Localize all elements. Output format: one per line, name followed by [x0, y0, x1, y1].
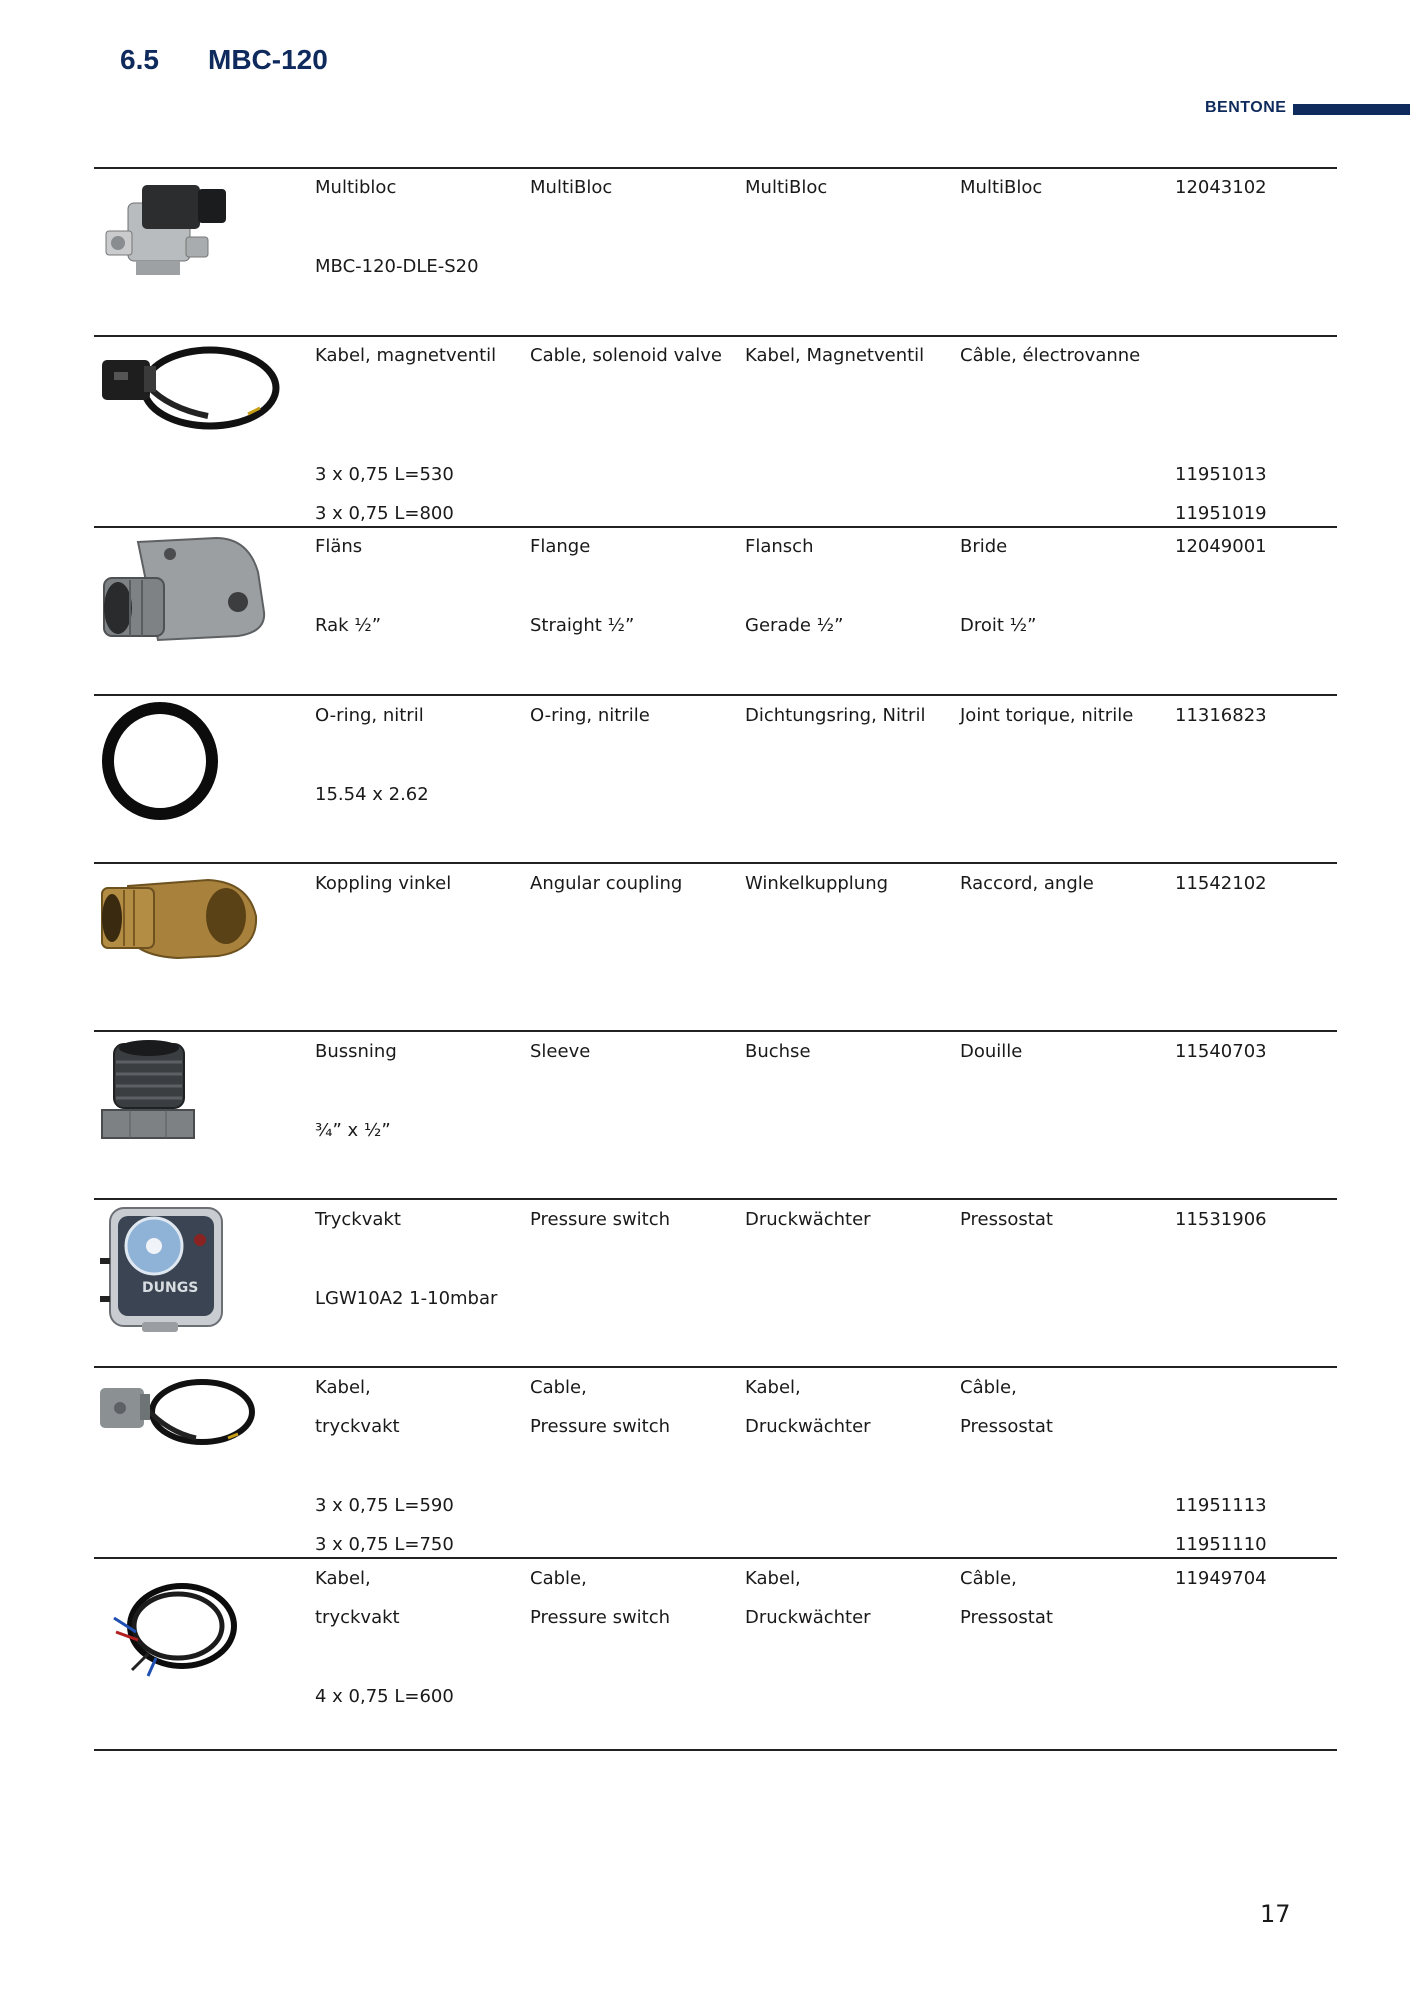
row6-size: ¾” x ½” — [315, 1120, 391, 1141]
row2-variant1-spec: 3 x 0,75 L=530 — [315, 464, 454, 485]
angular-coupling-icon — [98, 866, 262, 966]
row1-french: MultiBloc — [960, 177, 1043, 198]
row4-swedish: O-ring, nitril — [315, 705, 424, 726]
row9-article-number: 11949704 — [1175, 1568, 1267, 1589]
row3-swedish-size: Rak ½” — [315, 615, 382, 636]
row3-german-size: Gerade ½” — [745, 615, 844, 636]
row8-german-line1: Kabel, — [745, 1377, 801, 1398]
page-number: 17 — [1260, 1900, 1291, 1928]
row3-swedish: Fläns — [315, 536, 363, 557]
section-title: MBC-120 — [208, 44, 328, 75]
row-divider — [94, 167, 1337, 169]
row6-german: Buchse — [745, 1041, 811, 1062]
row1-swedish: Multibloc — [315, 177, 397, 198]
row-divider — [94, 694, 1337, 696]
row6-english: Sleeve — [530, 1041, 591, 1062]
row-divider — [94, 1366, 1337, 1368]
row9-swedish-line1: Kabel, — [315, 1568, 371, 1589]
row3-french: Bride — [960, 536, 1008, 557]
row3-english: Flange — [530, 536, 591, 557]
row-divider — [94, 1198, 1337, 1200]
row1-english: MultiBloc — [530, 177, 613, 198]
cable-coil-icon — [108, 1570, 240, 1686]
row8-french-line2: Pressostat — [960, 1416, 1053, 1437]
row-divider — [94, 862, 1337, 864]
section-number: 6.5 — [120, 44, 159, 75]
row-divider — [94, 335, 1337, 337]
row2-swedish: Kabel, magnetventil — [315, 345, 497, 366]
row2-variant2-spec: 3 x 0,75 L=800 — [315, 503, 454, 524]
row9-variant-spec: 4 x 0,75 L=600 — [315, 1686, 454, 1707]
row-divider — [94, 1557, 1337, 1559]
row4-german: Dichtungsring, Nitril — [745, 705, 926, 726]
row6-swedish: Bussning — [315, 1041, 397, 1062]
row2-french: Câble, électrovanne — [960, 345, 1141, 366]
row8-english-line2: Pressure switch — [530, 1416, 671, 1437]
device-brand-label: DUNGS — [142, 1280, 199, 1296]
row8-swedish-line1: Kabel, — [315, 1377, 371, 1398]
row-divider — [94, 526, 1337, 528]
row5-english: Angular coupling — [530, 873, 683, 894]
row7-swedish: Tryckvakt — [315, 1209, 401, 1230]
solenoid-cable-icon — [98, 338, 284, 438]
row3-english-size: Straight ½” — [530, 615, 635, 636]
pressure-switch-icon — [98, 1204, 230, 1336]
row4-french: Joint torique, nitrile — [960, 705, 1134, 726]
row2-german: Kabel, Magnetventil — [745, 345, 925, 366]
row7-model: LGW10A2 1-10mbar — [315, 1288, 498, 1309]
row7-article-number: 11531906 — [1175, 1209, 1267, 1230]
row7-german: Druckwächter — [745, 1209, 871, 1230]
row9-swedish-line2: tryckvakt — [315, 1607, 400, 1628]
row5-article-number: 11542102 — [1175, 873, 1267, 894]
row9-german-line2: Druckwächter — [745, 1607, 871, 1628]
row3-article-number: 12049001 — [1175, 536, 1267, 557]
row6-french: Douille — [960, 1041, 1023, 1062]
flange-icon — [98, 532, 268, 650]
row8-variant1-spec: 3 x 0,75 L=590 — [315, 1495, 454, 1516]
row9-german-line1: Kabel, — [745, 1568, 801, 1589]
row1-article-number: 12043102 — [1175, 177, 1267, 198]
row8-english-line1: Cable, — [530, 1377, 587, 1398]
row2-variant2-article: 11951019 — [1175, 503, 1267, 524]
row1-model: MBC-120-DLE-S20 — [315, 256, 479, 277]
brand-bar — [1293, 104, 1410, 115]
row3-german: Flansch — [745, 536, 814, 557]
row5-german: Winkelkupplung — [745, 873, 889, 894]
row8-swedish-line2: tryckvakt — [315, 1416, 400, 1437]
row4-english: O-ring, nitrile — [530, 705, 650, 726]
row-divider — [94, 1030, 1337, 1032]
row6-article-number: 11540703 — [1175, 1041, 1267, 1062]
row8-variant2-article: 11951110 — [1175, 1534, 1267, 1555]
row8-variant2-spec: 3 x 0,75 L=750 — [315, 1534, 454, 1555]
row8-german-line2: Druckwächter — [745, 1416, 871, 1437]
row-divider — [94, 1749, 1337, 1751]
row9-english-line2: Pressure switch — [530, 1607, 671, 1628]
o-ring-icon — [100, 700, 220, 822]
row8-variant1-article: 11951113 — [1175, 1495, 1267, 1516]
row5-french: Raccord, angle — [960, 873, 1094, 894]
multibloc-valve-icon — [100, 175, 230, 285]
row7-english: Pressure switch — [530, 1209, 671, 1230]
row9-french-line1: Câble, — [960, 1568, 1017, 1589]
sleeve-icon — [100, 1038, 196, 1146]
row2-english: Cable, solenoid valve — [530, 345, 722, 366]
row4-dimensions: 15.54 x 2.62 — [315, 784, 429, 805]
pressure-switch-cable-icon — [98, 1372, 258, 1452]
row9-english-line1: Cable, — [530, 1568, 587, 1589]
row4-article-number: 11316823 — [1175, 705, 1267, 726]
row9-french-line2: Pressostat — [960, 1607, 1053, 1628]
brand-name: BENTONE — [1205, 99, 1287, 116]
row2-variant1-article: 11951013 — [1175, 464, 1267, 485]
row3-french-size: Droit ½” — [960, 615, 1037, 636]
row7-french: Pressostat — [960, 1209, 1053, 1230]
row5-swedish: Koppling vinkel — [315, 873, 452, 894]
row8-french-line1: Câble, — [960, 1377, 1017, 1398]
row1-german: MultiBloc — [745, 177, 828, 198]
